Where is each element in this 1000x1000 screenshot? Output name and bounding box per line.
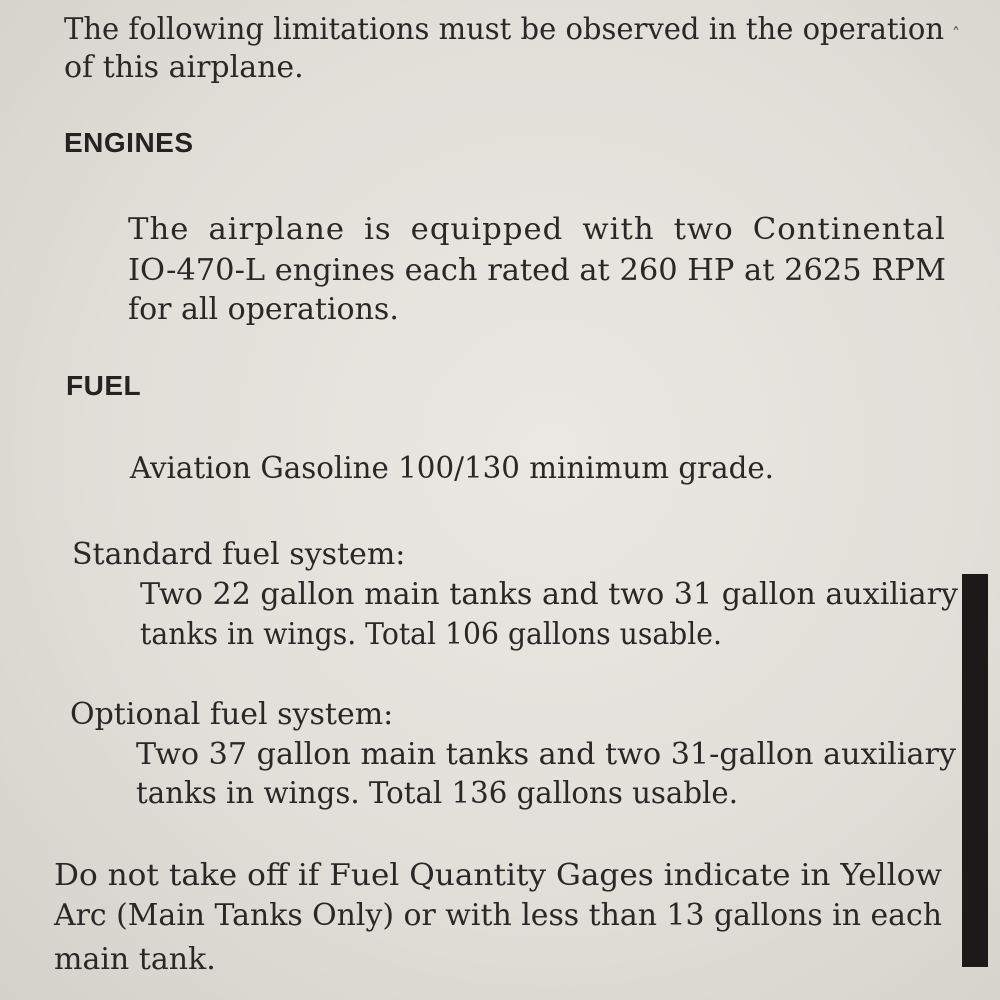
optional-fuel-line-2: tanks in wings. Total 136 gallons usable. [136, 776, 738, 811]
engines-heading: ENGINES [64, 127, 194, 158]
intro-line-2: of this airplane. [64, 50, 304, 85]
margin-mark: ˄ [952, 24, 960, 43]
fuel-heading: FUEL [66, 370, 142, 401]
standard-fuel-label: Standard fuel system: [72, 537, 406, 572]
revision-change-bar [962, 574, 988, 967]
engines-line-3: for all operations. [128, 292, 399, 327]
standard-fuel-line-2: tanks in wings. Total 106 gallons usable. [140, 617, 722, 652]
engines-line-1: The airplane is equipped with two Continental [128, 212, 947, 247]
intro-line-1: The following limitations must be observed in the operation [64, 12, 944, 47]
optional-fuel-label: Optional fuel system: [70, 697, 394, 732]
standard-fuel-line-1: Two 22 gallon main tanks and two 31 gallon auxiliary [140, 577, 958, 612]
fuel-warning-line-1: Do not take off if Fuel Quantity Gages indicate in Yellow [54, 858, 942, 893]
fuel-warning-line-2: Arc (Main Tanks Only) or with less than 13 gallons in each [54, 898, 942, 933]
optional-fuel-line-1: Two 37 gallon main tanks and two 31-gallon auxiliary [136, 737, 956, 772]
engines-line-2: IO-470-L engines each rated at 260 HP at 2625 RPM [128, 253, 946, 288]
fuel-warning-line-3: main tank. [54, 942, 216, 977]
fuel-grade: Aviation Gasoline 100/130 minimum grade. [130, 451, 774, 486]
